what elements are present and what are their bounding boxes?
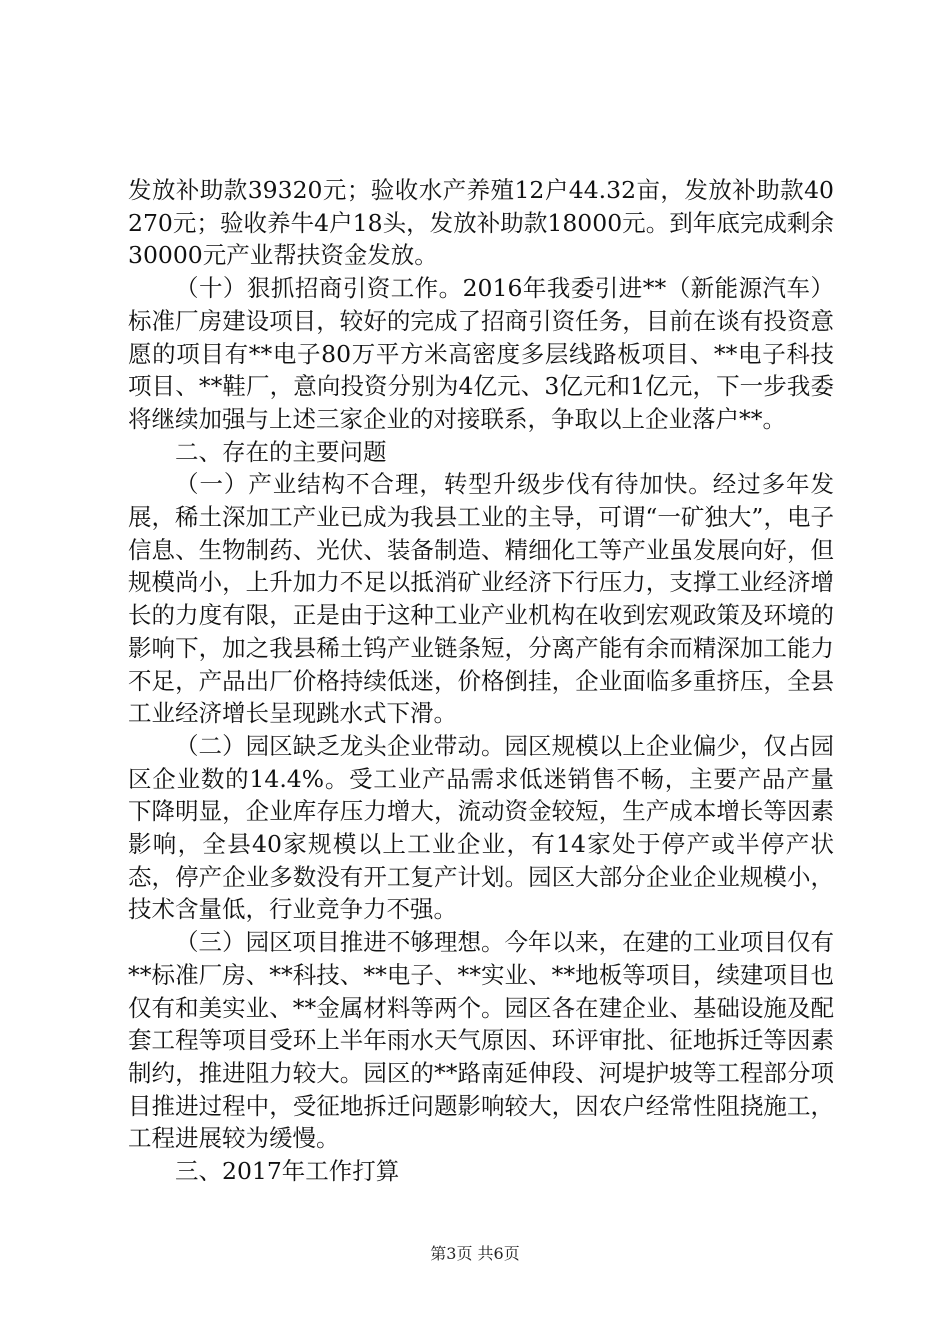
paragraph-project-progress: （三）园区项目推进不够理想。今年以来，在建的工业项目仅有**标准厂房、**科技、**电子、**实业、**地板等项目，续建项目也仅有和美实业、**金属材料等两个。园区各在建企业、基础设施及配套工程等项目受环上半年雨水天气原因、环评审批、征地拆迁等因素制约，推进阻力较大。园区的**路南延伸段、河堤护坡等工程部分项目推进过程中，受征地拆迁问题影响较大，因农户经常性阻挠施工，工程进展较为缓慢。 — [128, 928, 834, 1153]
page-footer — [0, 1243, 950, 1265]
paragraph-investment-attraction: （十）狠抓招商引资工作。2016年我委引进**（新能源汽车）标准厂房建设项目，较好的完成了招商引资任务，目前在谈有投资意愿的项目有**电子80万平方米高密度多层线路板项目、**电子科技项目、**鞋厂，意向投资分别为4亿元、3亿元和1亿元，下一步我委将继续加强与上述三家企业的对接联系，争取以上企业落户**。 — [128, 274, 834, 433]
page-number: 第3页 共6页 — [430, 1244, 520, 1263]
paragraph-industrial-structure: （一）产业结构不合理，转型升级步伐有待加快。经过多年发展，稀土深加工产业已成为我县工业的主导，可谓“一矿独大”，电子信息、生物制药、光伏、装备制造、精细化工等产业虽发展向好，但规模尚小，上升加力不足以抵消矿业经济下行压力，支撑工业经济增长的力度有限，正是由于这种工业产业机构在收到宏观政策及环境的影响下，加之我县稀土钨产业链条短，分离产能有余而精深加工能力不足，产品出厂价格持续低迷，价格倒挂，企业面临多重挤压，全县工业经济增长呈现跳水式下滑。 — [128, 470, 834, 728]
section-heading-main-problems: 二、存在的主要问题 — [175, 437, 387, 466]
document-body — [128, 174, 834, 1188]
paragraph-subsidy-payments: 发放补助款39320元；验收水产养殖12户44.32亩，发放补助款40270元；验收养牛4户18头，发放补助款18000元。到年底完成剩余30000元产业帮扶资金发放。 — [128, 176, 834, 270]
paragraph-lack-of-leading-enterprises: （二）园区缺乏龙头企业带动。园区规模以上企业偏少，仅占园区企业数的14.4%。受工业产品需求低迷销售不畅，主要产品产量下降明显，企业库存压力增大，流动资金较短，生产成本增长等因素影响，全县40家规模以上工业企业，有14家处于停产或半停产状态，停产企业多数没有开工复产计划。园区大部分企业企业规模小，技术含量低，行业竞争力不强。 — [128, 731, 834, 924]
section-heading-work-plan: 三、2017年工作打算 — [175, 1157, 400, 1186]
